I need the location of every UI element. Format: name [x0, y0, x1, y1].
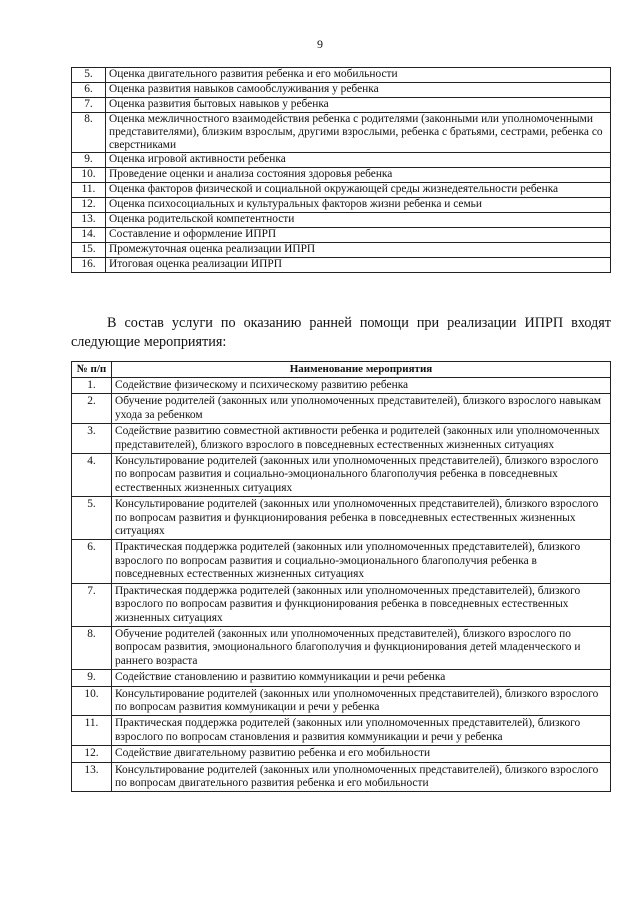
table-row: [72, 227, 611, 242]
row-number: 1.: [72, 378, 112, 394]
activities-table: [71, 361, 611, 792]
row-text: Оценка развития бытовых навыков у ребенка: [106, 97, 611, 112]
row-number: 8.: [72, 626, 112, 669]
table-row: [72, 454, 611, 497]
page-number: 9: [317, 37, 323, 51]
table-row: [72, 394, 611, 424]
row-number: 12.: [72, 746, 112, 762]
row-number: 15.: [72, 242, 106, 257]
table-row: [72, 198, 611, 213]
row-number: 6.: [72, 82, 106, 97]
row-text: Составление и оформление ИПРП: [106, 227, 611, 242]
row-text: Содействие физическому и психическому развитию ребенка: [112, 378, 611, 394]
row-number: 9.: [72, 153, 106, 168]
table-row: [72, 257, 611, 272]
table-row: [72, 378, 611, 394]
row-text: Итоговая оценка реализации ИПРП: [106, 257, 611, 272]
table-row: [72, 762, 611, 792]
table-row: [72, 583, 611, 626]
intro-line-1: В состав услуги по оказанию ранней помощи при реализации ИПРП входят: [107, 315, 611, 331]
row-text: Обучение родителей (законных или уполномоченных представителей), близкого взрослого по вопросам развития, эмоционального благополучия и функционирования детей младенческого и раннего возраста: [112, 626, 611, 669]
row-text: Проведение оценки и анализа состояния здоровья ребенка: [106, 168, 611, 183]
row-number: 13.: [72, 213, 106, 228]
row-text: Содействие развитию совместной активности ребенка и родителей (законных или уполномоченных представителей), близкого взрослого в повседневных естественных жизненных ситуациях: [112, 424, 611, 454]
row-text: Консультирование родителей (законных или уполномоченных представителей), близкого взрослого по вопросам двигательного развития ребенка и его мобильности: [112, 762, 611, 792]
table-row: [72, 424, 611, 454]
row-text: Практическая поддержка родителей (законных или уполномоченных представителей), близкого взрослого по вопросам развития и функционирования ребенка в повседневных естественных жизненных ситуациях: [112, 583, 611, 626]
row-text: Оценка игровой активности ребенка: [106, 153, 611, 168]
row-number: 13.: [72, 762, 112, 792]
row-number: 5.: [72, 497, 112, 540]
row-number: 9.: [72, 670, 112, 686]
row-number: 16.: [72, 257, 106, 272]
row-text: Практическая поддержка родителей (законных или уполномоченных представителей), близкого взрослого по вопросам становления и развития коммуникации и речи у ребенка: [112, 716, 611, 746]
row-text: Консультирование родителей (законных или уполномоченных представителей), близкого взрослого по вопросам развития коммуникации и речи у ребенка: [112, 686, 611, 716]
row-text: Оценка факторов физической и социальной окружающей среды жизнедеятельности ребенка: [106, 183, 611, 198]
table-row: [72, 97, 611, 112]
activities-table-header: [72, 362, 611, 378]
table-row: [72, 626, 611, 669]
table-row: [72, 686, 611, 716]
row-text: Практическая поддержка родителей (законных или уполномоченных представителей), близкого взрослого по вопросам развития и социально-эмоционального благополучия ребенка в повседневных естественных жизненных ситуациях: [112, 540, 611, 583]
assessment-table: [71, 67, 611, 273]
row-number: 11.: [72, 716, 112, 746]
row-text: Оценка двигательного развития ребенка и его мобильности: [106, 68, 611, 83]
row-number: 6.: [72, 540, 112, 583]
table-row: [72, 746, 611, 762]
table-row: [72, 540, 611, 583]
table-row: [72, 242, 611, 257]
intro-line-2: следующие мероприятия:: [71, 334, 227, 350]
table-row: [72, 82, 611, 97]
row-text: Консультирование родителей (законных или уполномоченных представителей), близкого взрослого по вопросам развития и социально-эмоционального благополучия ребенка в повседневных естественных жизненных ситуациях: [112, 454, 611, 497]
table-row: [72, 68, 611, 83]
row-number: 11.: [72, 183, 106, 198]
row-text: Обучение родителей (законных или уполномоченных представителей), близкого взрослого навыкам ухода за ребенком: [112, 394, 611, 424]
row-text: Оценка развития навыков самообслуживания у ребенка: [106, 82, 611, 97]
row-text: Промежуточная оценка реализации ИПРП: [106, 242, 611, 257]
assessment-table-body: [72, 68, 611, 273]
row-number: 12.: [72, 198, 106, 213]
table-row: [72, 716, 611, 746]
table-row: [72, 153, 611, 168]
row-number: 5.: [72, 68, 106, 83]
row-number: 3.: [72, 424, 112, 454]
table-row: [72, 497, 611, 540]
row-number: 4.: [72, 454, 112, 497]
table-row: [72, 183, 611, 198]
row-text: Оценка межличностного взаимодействия ребенка с родителями (законными или уполномоченными представителями), близким взрослым, другими взрослыми, ребенка с братьями, сестрами, ребенка со сверстниками: [106, 112, 611, 153]
row-number: 2.: [72, 394, 112, 424]
activities-table-body: [72, 378, 611, 792]
row-text: Оценка родительской компетентности: [106, 213, 611, 228]
row-text: Консультирование родителей (законных или уполномоченных представителей), близкого взрослого по вопросам развития и функционирования ребенка в повседневных естественных жизненных ситуациях: [112, 497, 611, 540]
row-number: 7.: [72, 97, 106, 112]
header-number: № п/п: [72, 362, 112, 378]
row-text: Оценка психосоциальных и культуральных факторов жизни ребенка и семьи: [106, 198, 611, 213]
table-row: [72, 168, 611, 183]
header-activity-name: Наименование мероприятия: [112, 362, 611, 378]
table-row: [72, 670, 611, 686]
intro-paragraph: [71, 314, 611, 352]
row-number: 10.: [72, 686, 112, 716]
table-row: [72, 112, 611, 153]
row-text: Содействие становлению и развитию коммуникации и речи ребенка: [112, 670, 611, 686]
table-row: [72, 213, 611, 228]
row-number: 10.: [72, 168, 106, 183]
row-text: Содействие двигательному развитию ребенка и его мобильности: [112, 746, 611, 762]
row-number: 7.: [72, 583, 112, 626]
row-number: 14.: [72, 227, 106, 242]
row-number: 8.: [72, 112, 106, 153]
